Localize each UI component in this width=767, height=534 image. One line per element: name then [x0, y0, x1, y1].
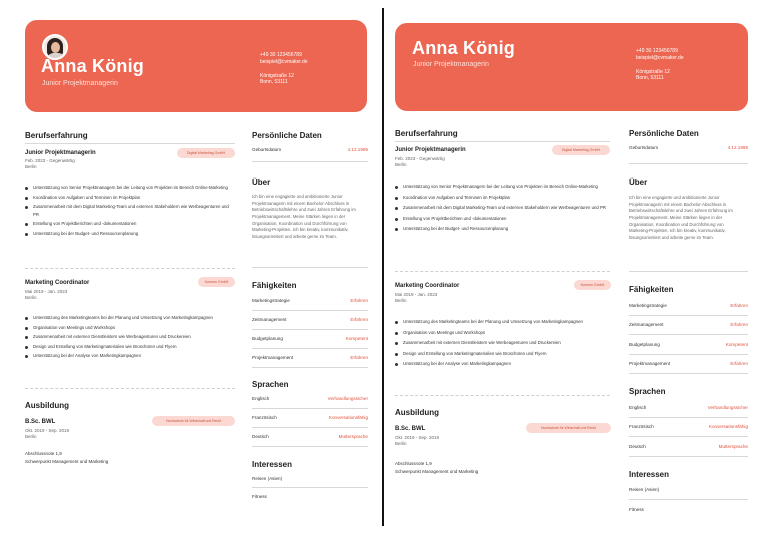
- list-item: Koordination von Aufgaben und Terminen im Projektplan: [403, 194, 608, 202]
- job-meta: [25, 289, 67, 301]
- language-level: Konversationsfähig: [328, 415, 368, 420]
- job-dates: Mai 2019 - Jan. 2023: [25, 289, 68, 294]
- profile-role: Junior Projektmanagerin: [42, 80, 118, 87]
- skill-level: Erfahren: [350, 355, 368, 360]
- job-dates: Mai 2019 - Jan. 2023: [395, 292, 438, 297]
- job-title: Marketing Coordinator: [395, 283, 460, 289]
- about-text: Ich bin eine engagierte und ambitionierte Junior Projektmanagerin mit einem Bachelor-Abschluss in Betriebswirtschaftslehre und zwei Jahren Erfahrung im Projektmanagement. Meine Stärken liegen in der Organisation, Koordination und Durchführung von Marketing-Projekten. Ich bin kreativ, kommunikativ, lösungsorientiert und arbeite gerne im Team.: [629, 195, 733, 240]
- job-bullets: [403, 183, 608, 233]
- language-name: Deutsch: [629, 444, 646, 449]
- row-rule: [252, 367, 368, 368]
- row-rule: [252, 408, 368, 409]
- row-rule: [629, 373, 748, 374]
- contact-street: Königstraße 12: [260, 72, 294, 79]
- education-focus: Schwerpunkt Management und Marketing: [25, 458, 109, 464]
- row-rule: [629, 436, 748, 437]
- section-title-skills: Fähigkeiten: [252, 281, 297, 290]
- job-location: Berlin: [25, 295, 37, 301]
- education-dates: Okt. 2019 - Sep. 2019: [25, 428, 70, 433]
- skill-row: [629, 342, 748, 347]
- profile-role: Junior Projektmanagerin: [413, 61, 489, 68]
- skill-row: [629, 361, 748, 366]
- school-badge: Hochschule für Wirtschaft und Recht: [526, 423, 611, 433]
- about-text: Ich bin eine engagierte und ambitionierte Junior Projektmanagerin mit einem Bachelor-Abschluss in Betriebswirtschaftslehre und zwei Jahren Erfahrung im Projektmanagement. Meine Stärken liegen in der Organisation, Koordination und Durchführung von Marketing-Projekten. Ich bin kreativ, kommunikativ, lösungsorientiert und arbeite gerne im Team.: [252, 194, 356, 239]
- resume-page-right: [385, 0, 767, 534]
- language-row: [252, 434, 368, 439]
- skill-name: Projektmanagement: [629, 361, 671, 366]
- company-badge: Digital Marketing GmbH: [552, 145, 610, 155]
- skill-name: Budgetplanung: [629, 342, 660, 347]
- skill-row: [252, 355, 368, 360]
- resume-header: [395, 23, 748, 111]
- row-rule: [629, 315, 748, 316]
- birthdate-label: Geburtsdatum: [252, 147, 282, 152]
- row-rule: [252, 329, 368, 330]
- section-title-about: Über: [629, 178, 648, 187]
- education-details: [395, 460, 478, 475]
- skill-name: Marketingstrategie: [629, 303, 667, 308]
- contact-city: Bonn, 53111: [636, 75, 664, 82]
- contact-block: [260, 52, 308, 86]
- skill-name: Budgetplanung: [252, 336, 283, 341]
- contact-phone: +49 30 123456789: [260, 52, 302, 58]
- page-divider: [382, 8, 384, 526]
- company-badge: Digital Marketing GmbH: [177, 148, 235, 158]
- row-rule: [629, 354, 748, 355]
- list-item: Unterstützung bei der Budget- und Ressourcenplanung: [33, 230, 233, 238]
- birthdate-label: Geburtsdatum: [629, 145, 659, 150]
- section-rule: [629, 271, 748, 272]
- language-row: [252, 396, 368, 401]
- list-item: Unterstützung des Marketingteams bei der Planung und Umsetzung von Marketingkampagnen: [403, 318, 608, 326]
- section-title-interests: Interessen: [252, 460, 293, 469]
- education-location: Berlin: [25, 434, 37, 440]
- job-bullets: [403, 318, 608, 368]
- row-rule: [629, 456, 748, 457]
- interest-item: Fitness: [252, 494, 267, 499]
- language-name: Französisch: [629, 424, 654, 429]
- job-meta: [25, 158, 75, 170]
- row-rule: [629, 417, 748, 418]
- job-location: Berlin: [25, 164, 37, 170]
- skill-name: Marketingstrategie: [252, 298, 290, 303]
- degree-title: B.Sc. BWL: [395, 426, 426, 432]
- company-badge: Kunnen GmbH: [198, 277, 235, 287]
- language-level: Konversationsfähig: [708, 424, 748, 429]
- education-meta: [25, 428, 69, 440]
- list-item: Organisation von Meetings und Workshops: [33, 324, 233, 332]
- job-separator: [395, 271, 610, 272]
- section-title-personal: Persönliche Daten: [252, 131, 322, 140]
- job-separator: [25, 268, 235, 269]
- row-rule: [252, 348, 368, 349]
- job-meta: [395, 292, 437, 304]
- section-title-experience: Berufserfahrung: [25, 131, 88, 140]
- contact-email[interactable]: beispiel@cvmaker.de: [260, 58, 308, 65]
- education-grade: Abschlussnote 1,9: [395, 461, 432, 466]
- skill-level: Erfahren: [350, 317, 368, 322]
- skill-level: Kompetent: [725, 342, 748, 347]
- birthdate-row: [629, 145, 748, 150]
- section-title-education: Ausbildung: [395, 408, 439, 417]
- language-level: Verhandlungssicher: [327, 396, 368, 401]
- skill-level: Erfahren: [730, 361, 748, 366]
- language-row: [629, 444, 748, 449]
- section-rule: [252, 161, 368, 162]
- section-title-education: Ausbildung: [25, 401, 69, 410]
- list-item: Zusammenarbeit mit dem Digital Marketing-Team und externen Stakeholdern wie Werbeagenturen und PR: [33, 203, 233, 218]
- contact-phone: +49 30 123456789: [636, 48, 678, 54]
- education-location: Berlin: [395, 441, 407, 447]
- list-item: Unterstützung des Marketingteams bei der Planung und Umsetzung von Marketingkampagnen: [33, 314, 233, 322]
- birthdate-row: [252, 147, 368, 152]
- skill-level: Kompetent: [345, 336, 368, 341]
- skill-level: Erfahren: [730, 303, 748, 308]
- language-level: Verhandlungssicher: [707, 405, 748, 410]
- section-title-skills: Fähigkeiten: [629, 285, 674, 294]
- job-separator: [395, 395, 610, 396]
- section-rule: [629, 163, 748, 164]
- section-title-about: Über: [252, 178, 271, 187]
- resume-page-left: [0, 0, 382, 534]
- job-location: Berlin: [395, 162, 407, 168]
- section-rule: [395, 141, 610, 142]
- contact-street: Königstraße 12: [636, 68, 670, 75]
- list-item: Erstellung von Projektberichten und -dokumentationen: [403, 215, 608, 223]
- job-separator: [25, 388, 235, 389]
- resume-header: [25, 20, 367, 112]
- contact-city: Bonn, 53111: [260, 79, 288, 86]
- job-title: Junior Projektmanagerin: [395, 147, 466, 153]
- list-item: Unterstützung bei der Budget- und Ressourcenplanung: [403, 225, 608, 233]
- list-item: Unterstützung von Senior Projektmanagern bei der Leitung von Projekten im Bereich Online-Marketing: [33, 184, 233, 192]
- skill-row: [629, 322, 748, 327]
- list-item: Design und Erstellung von Marketingmaterialien wie Broschüren und Flyern: [33, 343, 233, 351]
- birthdate-value: 4.12.1995: [727, 145, 748, 150]
- education-focus: Schwerpunkt Management und Marketing: [395, 468, 479, 474]
- birthdate-value: 4.12.1995: [347, 147, 368, 152]
- list-item: Unterstützung bei der Analyse von Marketingkampagnen: [33, 352, 233, 360]
- contact-email[interactable]: beispiel@cvmaker.de: [636, 54, 684, 61]
- skill-level: Erfahren: [730, 322, 748, 327]
- list-item: Zusammenarbeit mit externen Dienstleistern wie Werbeagenturen und Druckereien: [33, 333, 233, 341]
- company-badge: Kunnen GmbH: [574, 280, 611, 290]
- education-dates: Okt. 2019 - Sep. 2019: [395, 435, 440, 440]
- job-title: Junior Projektmanagerin: [25, 150, 96, 156]
- language-level: Muttersprache: [338, 434, 368, 439]
- section-rule: [25, 143, 235, 144]
- list-item: Unterstützung von Senior Projektmanagern bei der Leitung von Projekten im Bereich Online-Marketing: [403, 183, 608, 191]
- row-rule: [252, 446, 368, 447]
- profile-name: Anna König: [412, 38, 515, 58]
- language-name: Englisch: [629, 405, 647, 410]
- job-title: Marketing Coordinator: [25, 280, 90, 286]
- section-rule: [252, 267, 368, 268]
- education-meta: [395, 435, 439, 447]
- list-item: Design und Erstellung von Marketingmaterialien wie Broschüren und Flyern: [403, 350, 608, 358]
- section-title-languages: Sprachen: [629, 387, 666, 396]
- skill-row: [629, 303, 748, 308]
- language-level: Muttersprache: [718, 444, 748, 449]
- skill-name: Zeitmanagement: [252, 317, 287, 322]
- job-dates: Feb. 2023 - Gegenwärtig: [395, 156, 445, 161]
- row-rule: [629, 499, 748, 500]
- job-location: Berlin: [395, 298, 407, 304]
- list-item: Unterstützung bei der Analyse von Marketingkampagnen: [403, 360, 608, 368]
- language-name: Französisch: [252, 415, 277, 420]
- interest-item: Reisen (Asien): [252, 476, 283, 481]
- section-title-experience: Berufserfahrung: [395, 129, 458, 138]
- interest-item: Fitness: [629, 507, 644, 512]
- language-name: Englisch: [252, 396, 270, 401]
- section-title-interests: Interessen: [629, 470, 670, 479]
- list-item: Zusammenarbeit mit dem Digital Marketing-Team und externen Stakeholdern wie Werbeagenturen und PR: [403, 204, 608, 212]
- language-row: [629, 424, 748, 429]
- degree-title: B.Sc. BWL: [25, 419, 56, 425]
- education-grade: Abschlussnote 1,9: [25, 451, 62, 456]
- school-badge: Hochschule für Wirtschaft und Recht: [152, 416, 235, 426]
- contact-block: [636, 48, 684, 82]
- skill-row: [252, 298, 368, 303]
- language-row: [252, 415, 368, 420]
- interest-item: Reisen (Asien): [629, 487, 660, 492]
- language-name: Deutsch: [252, 434, 269, 439]
- row-rule: [252, 427, 368, 428]
- skill-name: Zeitmanagement: [629, 322, 664, 327]
- section-title-languages: Sprachen: [252, 380, 289, 389]
- row-rule: [252, 310, 368, 311]
- skill-level: Erfahren: [350, 298, 368, 303]
- skill-name: Projektmanagement: [252, 355, 294, 360]
- row-rule: [252, 487, 368, 488]
- job-bullets: [33, 184, 233, 237]
- job-dates: Feb. 2023 - Gegenwärtig: [25, 158, 75, 163]
- list-item: Koordination von Aufgaben und Terminen im Projektplan: [33, 194, 233, 202]
- job-meta: [395, 156, 445, 168]
- language-row: [629, 405, 748, 410]
- list-item: Organisation von Meetings und Workshops: [403, 329, 608, 337]
- list-item: Zusammenarbeit mit externen Dienstleistern wie Werbeagenturen und Druckereien: [403, 339, 608, 347]
- education-details: [25, 450, 108, 465]
- job-bullets: [33, 314, 233, 360]
- list-item: Erstellung von Projektberichten und -dokumentationen: [33, 220, 233, 228]
- skill-row: [252, 317, 368, 322]
- skill-row: [252, 336, 368, 341]
- section-title-personal: Persönliche Daten: [629, 129, 699, 138]
- row-rule: [629, 334, 748, 335]
- profile-name: Anna König: [41, 56, 144, 76]
